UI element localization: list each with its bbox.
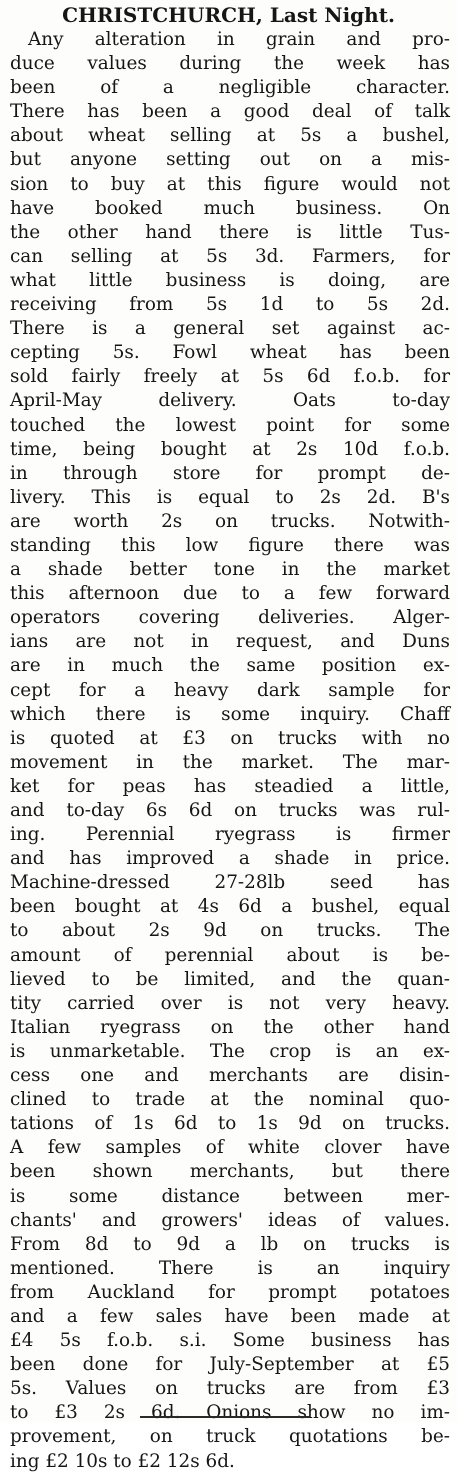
article-line: a shade better tone in the market: [10, 559, 450, 581]
article-line: time, being bought at 2s 10d f.o.b.: [10, 438, 450, 460]
article-line: cept for a heavy dark sample for: [10, 679, 450, 701]
article-line: tity carried over is not very heavy.: [10, 992, 450, 1014]
article-headline: CHRISTCHURCH, Last Night.: [62, 3, 395, 27]
article-line: what little business is doing, are: [10, 269, 450, 291]
article-line: standing this low figure there was: [10, 534, 450, 556]
article-line: can selling at 5s 3d. Farmers, for: [10, 245, 450, 267]
article-line: from Auckland for prompt potatoes: [10, 1281, 450, 1303]
article-line: Italian ryegrass on the other hand: [10, 1016, 450, 1038]
article-line: to about 2s 9d on trucks. The: [10, 920, 450, 942]
article-line: £4 5s f.o.b. s.i. Some business has: [10, 1330, 450, 1352]
article-line: cess one and merchants are disin-: [10, 1065, 450, 1087]
article-line: which there is some inquiry. Chaff: [10, 703, 450, 725]
article-line: chants' and growers' ideas of values.: [10, 1209, 450, 1231]
article-line: operators covering deliveries. Alger-: [10, 607, 450, 629]
article-line: ians are not in request, and Duns: [10, 631, 450, 653]
article-line: mentioned. There is an inquiry: [10, 1257, 450, 1279]
article-line: 5s. Values on trucks are from £3: [10, 1378, 450, 1400]
article-line: been bought at 4s 6d a bushel, equal: [10, 896, 450, 918]
article-line: sold fairly freely at 5s 6d f.o.b. for: [10, 366, 450, 388]
article-line: cepting 5s. Fowl wheat has been: [10, 342, 450, 364]
article-line: and a few sales have been made at: [10, 1305, 450, 1327]
article-line: livery. This is equal to 2s 2d. B's: [10, 486, 450, 508]
article-line: are worth 2s on trucks. Notwith-: [10, 510, 450, 532]
article-line: amount of perennial about is be-: [10, 944, 450, 966]
column-end-rule: [140, 1416, 310, 1418]
article-line: is some distance between mer-: [10, 1185, 450, 1207]
article-line: this afternoon due to a few forward: [10, 583, 450, 605]
article-line: touched the lowest point for some: [10, 414, 450, 436]
article-line: ket for peas has steadied a little,: [10, 775, 450, 797]
article-line: the other hand there is little Tus-: [10, 221, 450, 243]
article-line: in through store for prompt de-: [10, 462, 450, 484]
article-line: There is a general set against ac-: [10, 318, 450, 340]
article-line: ing £2 10s to £2 12s 6d.: [10, 1450, 235, 1472]
article-line: is quoted at £3 on trucks with no: [10, 727, 450, 749]
article-line: duce values during the week has: [10, 53, 450, 75]
article-line: to £3 2s 6d. Onions show no im-: [10, 1402, 450, 1424]
article-line: sion to buy at this figure would not: [10, 173, 450, 195]
article-line: provement, on truck quotations be-: [10, 1426, 450, 1448]
article-line: been done for July-September at £5: [10, 1354, 450, 1376]
article-line: Machine-dressed 27-28lb seed has: [10, 872, 450, 894]
article-line: There has been a good deal of talk: [10, 101, 450, 123]
article-line: lieved to be limited, and the quan-: [10, 968, 450, 990]
article-line: From 8d to 9d a lb on trucks is: [10, 1233, 450, 1255]
article-line: about wheat selling at 5s a bushel,: [10, 125, 450, 147]
article-line: tations of 1s 6d to 1s 9d on trucks.: [10, 1113, 450, 1135]
article-line: Any alteration in grain and pro-: [28, 29, 450, 50]
article-line: been of a negligible character.: [10, 77, 450, 99]
article-line: April-May delivery. Oats to-day: [10, 390, 450, 412]
article-line: A few samples of white clover have: [10, 1137, 450, 1159]
article-line: ing. Perennial ryegrass is firmer: [10, 824, 450, 846]
article-line: but anyone setting out on a mis-: [10, 149, 450, 171]
article-body: [10, 28, 450, 1474]
article-line: are in much the same position ex-: [10, 655, 450, 677]
article-line: movement in the market. The mar-: [10, 751, 450, 773]
article-line: clined to trade at the nominal quo-: [10, 1089, 450, 1111]
article-line: receiving from 5s 1d to 5s 2d.: [10, 294, 450, 316]
article-line: and has improved a shade in price.: [10, 848, 450, 870]
article-line: is unmarketable. The crop is an ex-: [10, 1040, 450, 1062]
article-line: have booked much business. On: [10, 197, 450, 219]
article-line: and to-day 6s 6d on trucks was rul-: [10, 800, 450, 821]
article-line: been shown merchants, but there: [10, 1161, 450, 1183]
